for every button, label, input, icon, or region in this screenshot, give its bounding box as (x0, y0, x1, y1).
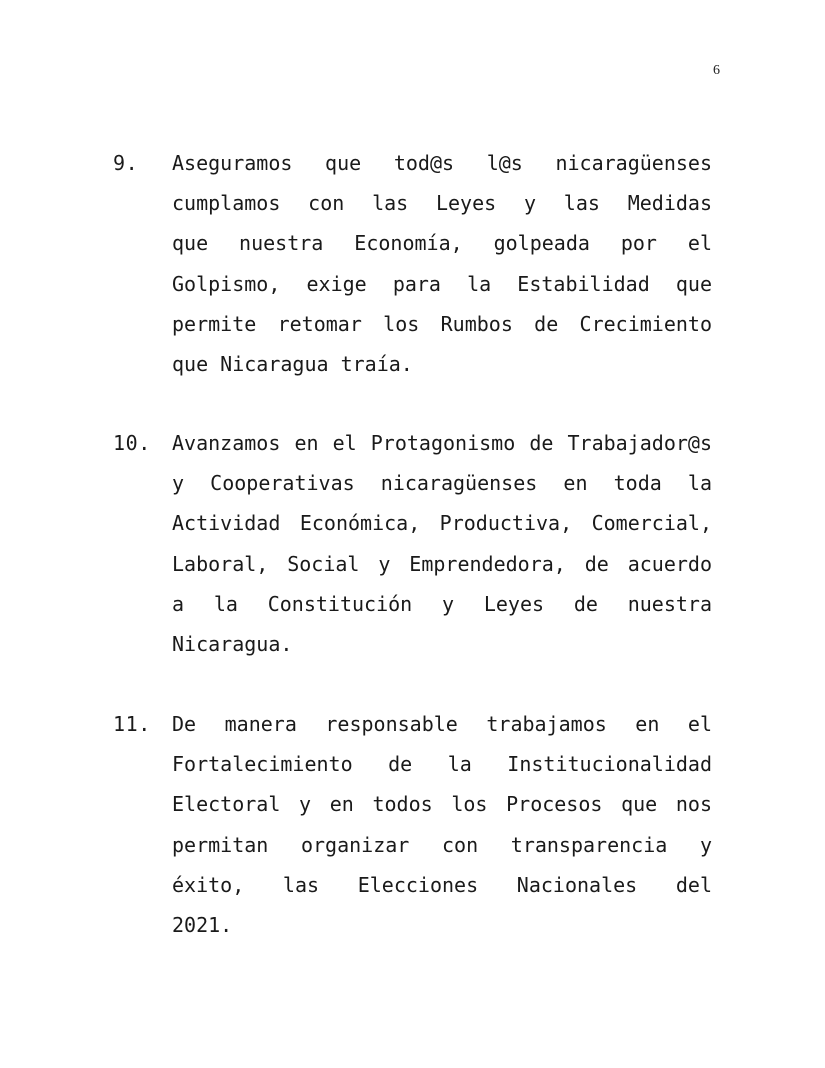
list-item-number: 10. (113, 431, 151, 455)
text-line: permitan organizar con transparencia y (172, 832, 712, 857)
text-line: Nicaragua. (172, 631, 293, 656)
text-line: Aseguramos que tod@s l@s nicaragüenses (172, 151, 712, 175)
list-item-text (172, 704, 712, 945)
list-item-number: 9. (113, 151, 139, 175)
text-line: Golpismo, exige para la Estabilidad que (172, 271, 712, 296)
text-line: cumplamos con las Leyes y las Medidas (172, 191, 712, 216)
text-line: a la Constitución y Leyes de nuestra (172, 591, 712, 616)
text-line: 2021. (172, 912, 233, 937)
text-line: Avanzamos en el Protagonismo de Trabajador@s (172, 431, 712, 455)
list-item-text (172, 423, 712, 664)
text-line: De manera responsable trabajamos en el (172, 712, 712, 736)
text-line: Electoral y en todos los Procesos que nos (172, 792, 712, 817)
list-item-text (172, 143, 712, 384)
list-item-number: 11. (113, 712, 151, 736)
text-line: Laboral, Social y Emprendedora, de acuerdo (172, 551, 712, 576)
text-line: permite retomar los Rumbos de Crecimiento (172, 311, 712, 336)
text-line: y Cooperativas nicaragüenses en toda la (172, 471, 712, 496)
text-line: Fortalecimiento de la Institucionalidad (172, 752, 712, 777)
text-line: que nuestra Economía, golpeada por el (172, 231, 712, 256)
text-line: que Nicaragua traía. (172, 351, 413, 376)
page-number: 6 (713, 63, 720, 78)
text-line: éxito, las Elecciones Nacionales del (172, 872, 712, 897)
text-line: Actividad Económica, Productiva, Comercial, (172, 511, 712, 536)
